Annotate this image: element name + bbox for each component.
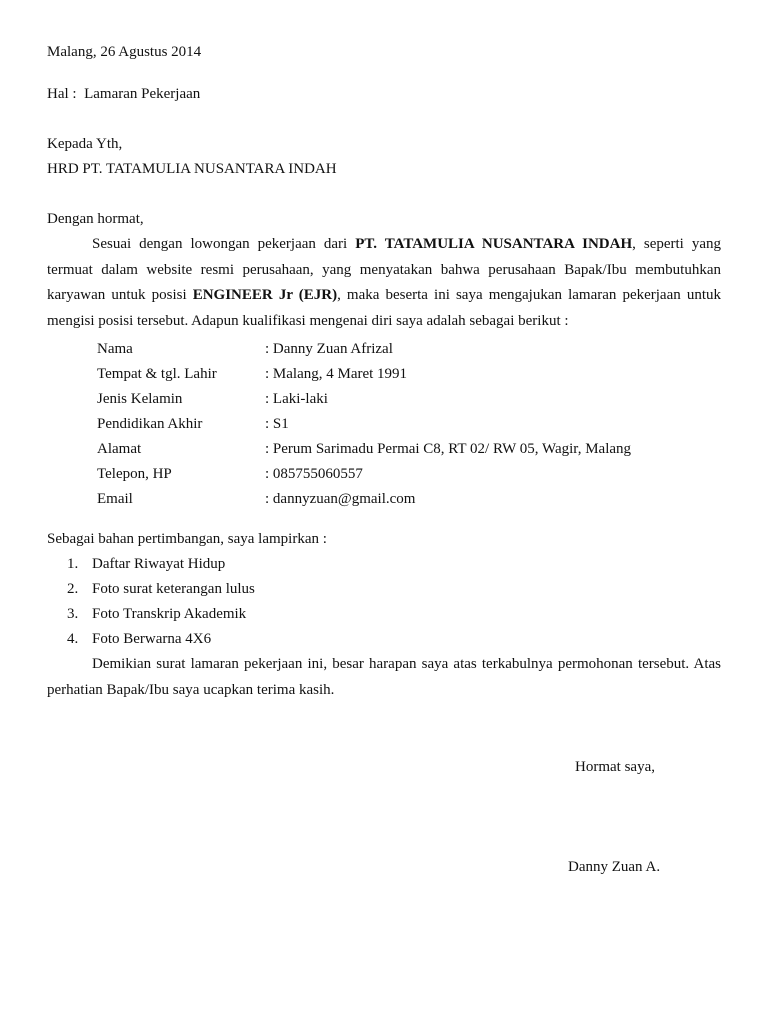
info-label: Alamat [97,441,142,457]
info-label: Jenis Kelamin [97,391,183,407]
info-label: Email [97,491,133,507]
list-text: Daftar Riwayat Hidup [92,556,226,572]
list-item [67,552,255,577]
personal-info-table [97,337,631,512]
info-row [97,437,631,462]
info-value: : Perum Sarimadu Permai C8, RT 02/ RW 05, Wagir, Malang [265,441,632,457]
body-text-part1: Sesuai dengan lowongan pekerjaan dari [92,236,356,252]
list-number: 1. [67,556,79,572]
info-value: : dannyzuan@gmail.com [265,491,416,507]
info-row [97,362,631,387]
list-text: Foto Transkrip Akademik [92,606,247,622]
info-label: Nama [97,341,133,357]
recipient-company: HRD PT. TATAMULIA NUSANTARA INDAH [47,161,337,177]
info-value: : Danny Zuan Afrizal [265,341,393,357]
body-text-part3: , maka beserta ini saya mengajukan lamaran pekerjaan untuk mengisi posisi tersebut. Adapun kualifikasi mengenai diri saya adalah sebagai berikut : [47,287,721,329]
subject-line: Hal : Lamaran Pekerjaan [47,86,201,102]
list-text: Foto surat keterangan lulus [92,581,255,597]
info-row [97,337,631,362]
signer-name: Danny Zuan A. [568,859,661,875]
info-value: : Laki-laki [265,391,328,407]
attachments-intro: Sebagai bahan pertimbangan, saya lampirkan : [47,531,327,547]
info-value: : Malang, 4 Maret 1991 [265,366,408,382]
list-item [67,602,255,627]
list-number: 4. [67,631,79,647]
info-label: Tempat & tgl. Lahir [97,366,217,382]
list-text: Foto Berwarna 4X6 [92,631,212,647]
closing-paragraph [47,652,721,703]
position-bold: ENGINEER Jr (EJR) [192,287,338,303]
info-label: Telepon, HP [97,466,172,482]
recipient-salutation: Kepada Yth, [47,136,123,152]
info-row [97,462,631,487]
company-name-bold: PT. TATAMULIA NUSANTARA INDAH [355,236,633,252]
list-item [67,627,255,652]
regards: Hormat saya, [575,759,655,775]
place-date: Malang, 26 Agustus 2014 [47,44,202,60]
info-row [97,387,631,412]
info-row [97,412,631,437]
body-text-part2: , seperti yang termuat dalam website resmi perusahaan, yang menyatakan bahwa perusahaan Bapak/Ibu membutuhkan karyawan untuk posisi [47,236,721,303]
attachments-list [67,552,255,652]
greeting: Dengan hormat, [47,211,144,227]
closing-text: Demikian surat lamaran pekerjaan ini, besar harapan saya atas terkabulnya permohonan tersebut. Atas perhatian Bapak/Ibu saya ucapkan terima kasih. [47,656,721,698]
list-item [67,577,255,602]
info-label: Pendidikan Akhir [97,416,203,432]
list-number: 3. [67,606,79,622]
list-number: 2. [67,581,79,597]
info-value: : S1 [265,416,289,432]
info-row [97,487,631,512]
info-value: : 085755060557 [265,466,363,482]
body-paragraph [47,232,721,334]
